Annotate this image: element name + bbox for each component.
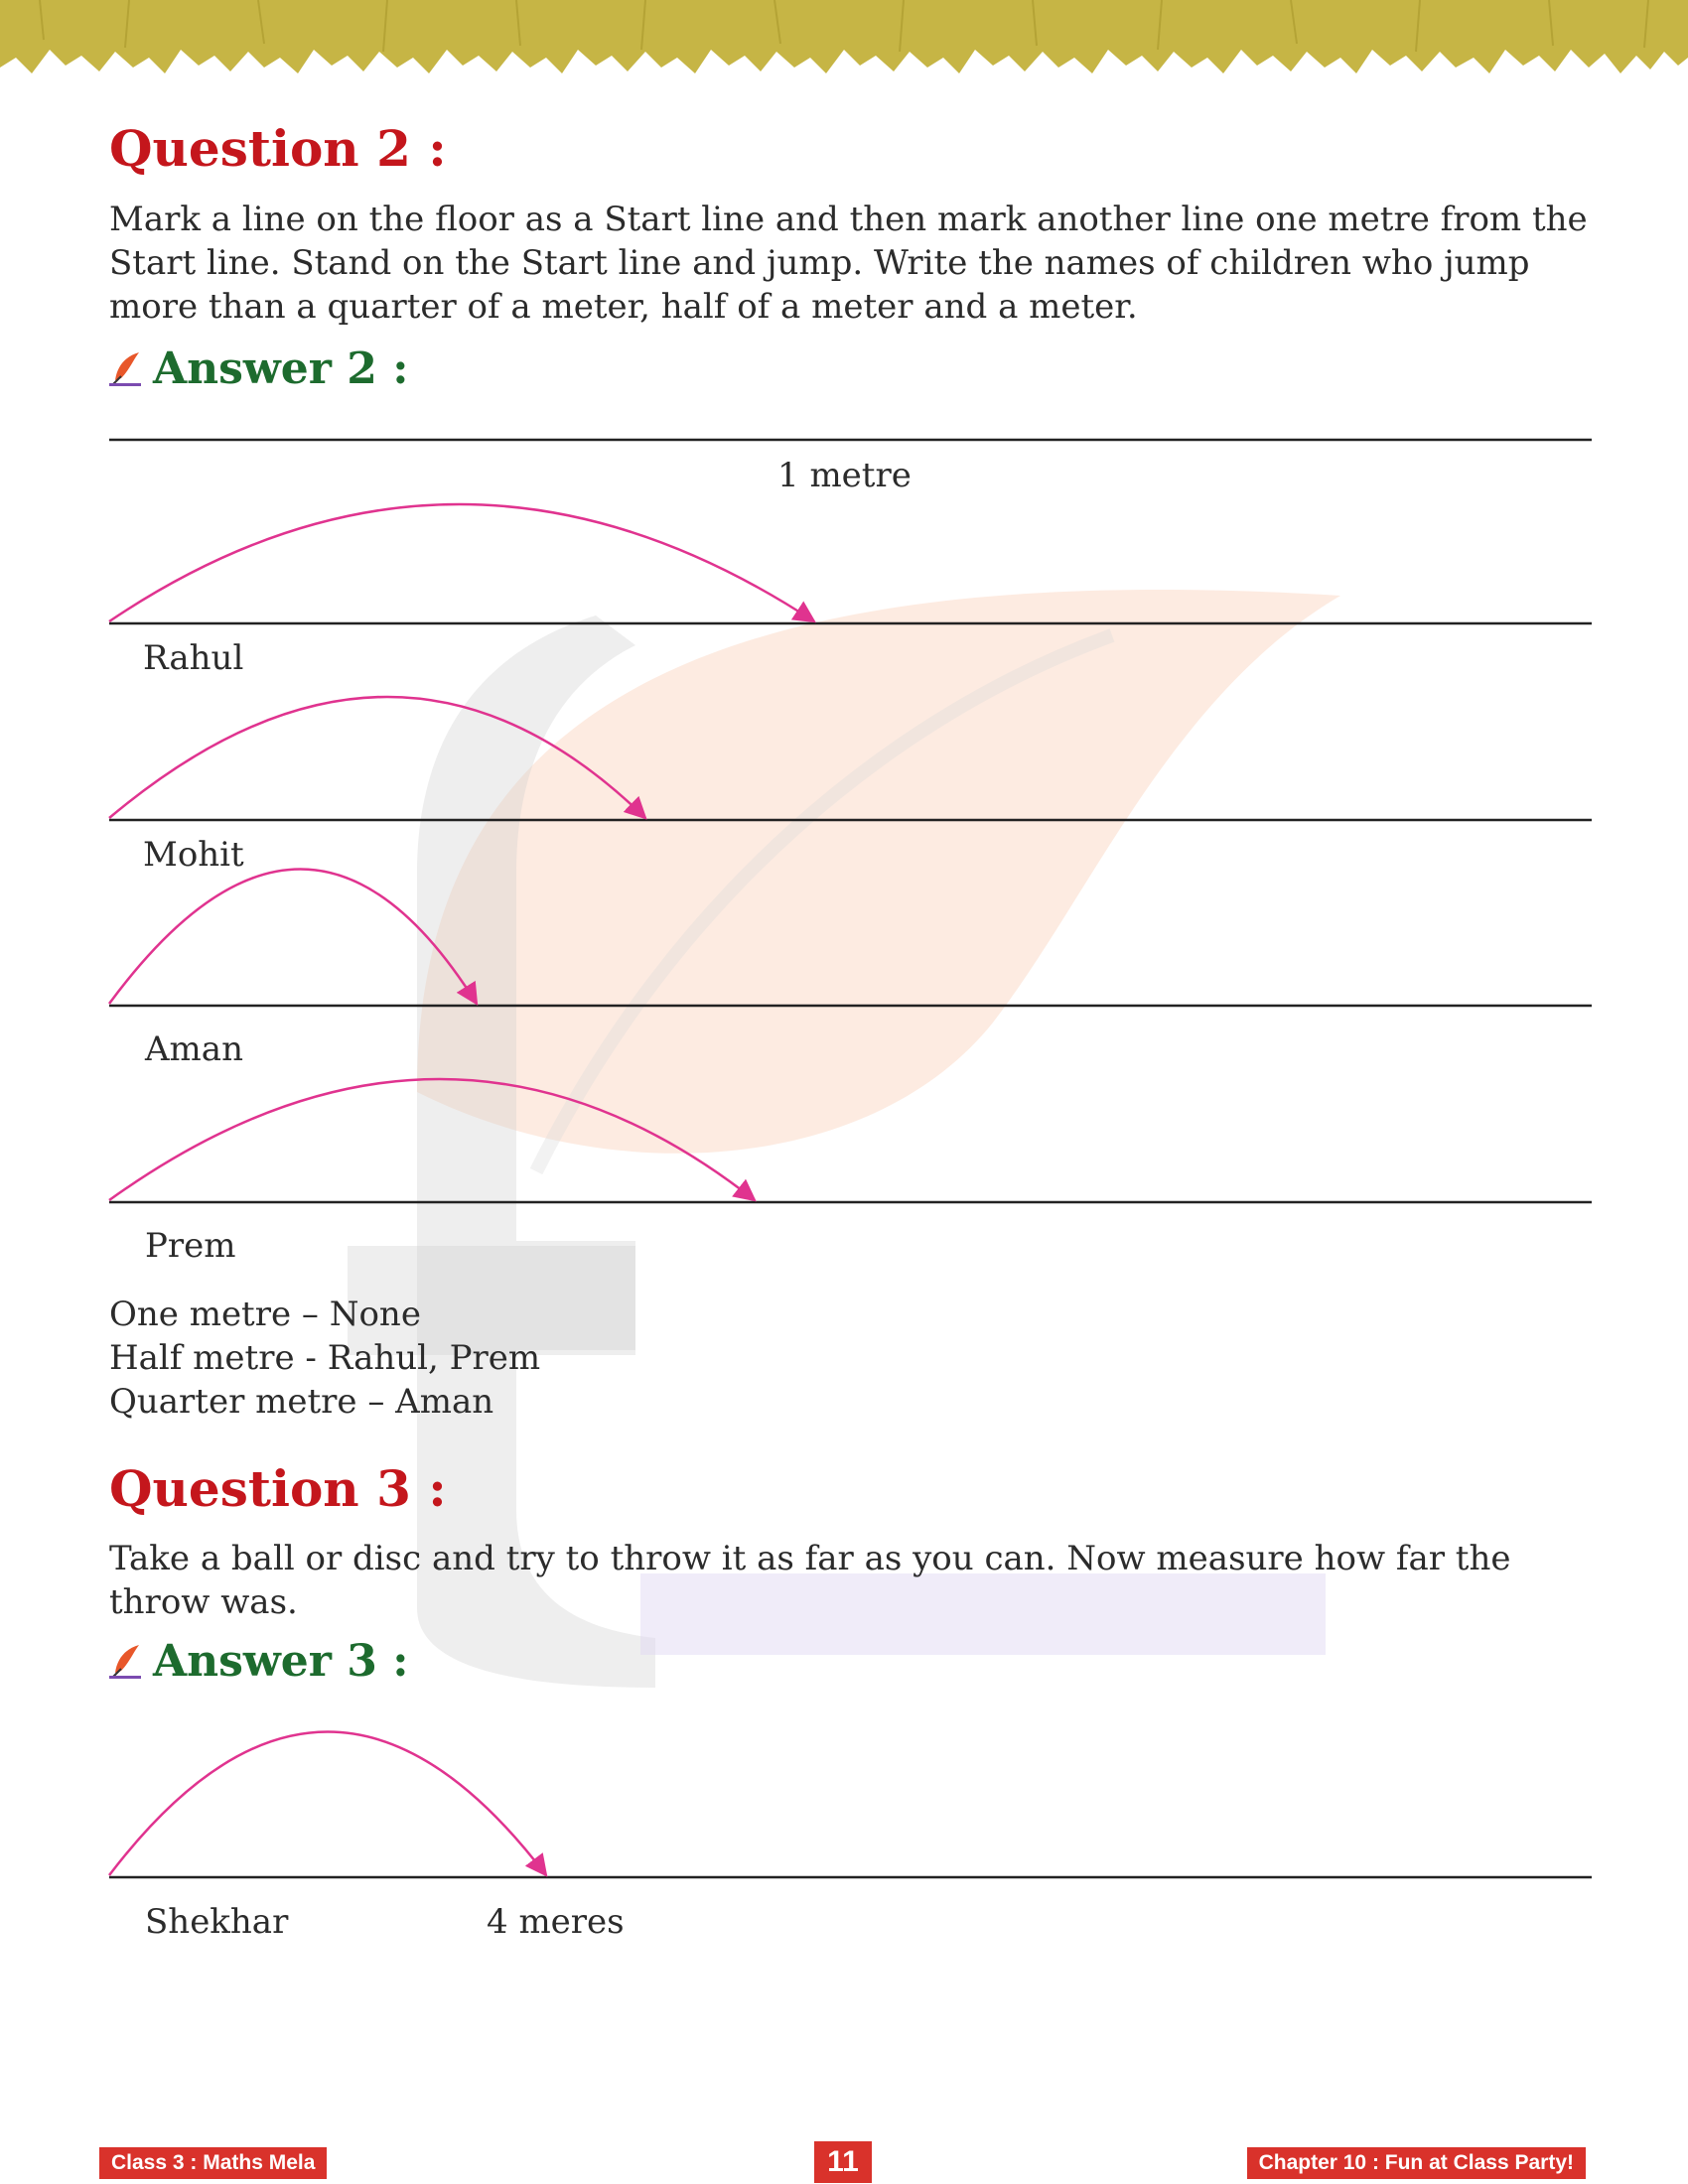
jumper-name: Aman <box>145 1029 243 1069</box>
footer-class-label: Class 3 : Maths Mela <box>99 2147 327 2179</box>
question-3-title: Question 3 : <box>109 1459 447 1518</box>
jump-arc-rahul <box>109 504 814 621</box>
result-line: Half metre - Rahul, Prem <box>109 1338 541 1378</box>
result-line: Quarter metre – Aman <box>109 1382 494 1422</box>
jumper-name: Rahul <box>143 638 244 678</box>
question-3-text: Take a ball or disc and try to throw it as far as you can. Now measure how far the throw was. <box>109 1539 1511 1622</box>
jumper-name: Prem <box>145 1226 236 1266</box>
quill-icon <box>107 1643 143 1681</box>
jumper-name: Mohit <box>143 835 244 875</box>
answer-3-title: Answer 3 : <box>153 1636 409 1687</box>
question-2-text: Mark a line on the floor as a Start line and then mark another line one metre from the Start line. Stand on the Start line and jump. Write the names of children who jump more than a quarter of a meter, half of a meter and a meter. <box>109 200 1588 327</box>
measure-label: 1 metre <box>777 456 912 495</box>
answer-3-heading <box>107 1636 409 1687</box>
answer-2-results <box>109 1293 540 1424</box>
footer-chapter-label: Chapter 10 : Fun at Class Party! <box>1247 2147 1586 2179</box>
throw-distance: 4 meres <box>487 1902 625 1942</box>
page-number: 11 <box>814 2141 872 2183</box>
answer-2-title: Answer 2 : <box>153 343 409 394</box>
throw-arc-shekhar <box>109 1732 546 1876</box>
thrower-name: Shekhar <box>145 1902 289 1942</box>
question-2-title: Question 2 : <box>109 119 447 178</box>
jump-arc-mohit <box>109 697 645 818</box>
jump-arc-prem <box>109 1079 755 1200</box>
result-line: One metre – None <box>109 1295 421 1334</box>
jump-arc-aman <box>109 870 477 1005</box>
